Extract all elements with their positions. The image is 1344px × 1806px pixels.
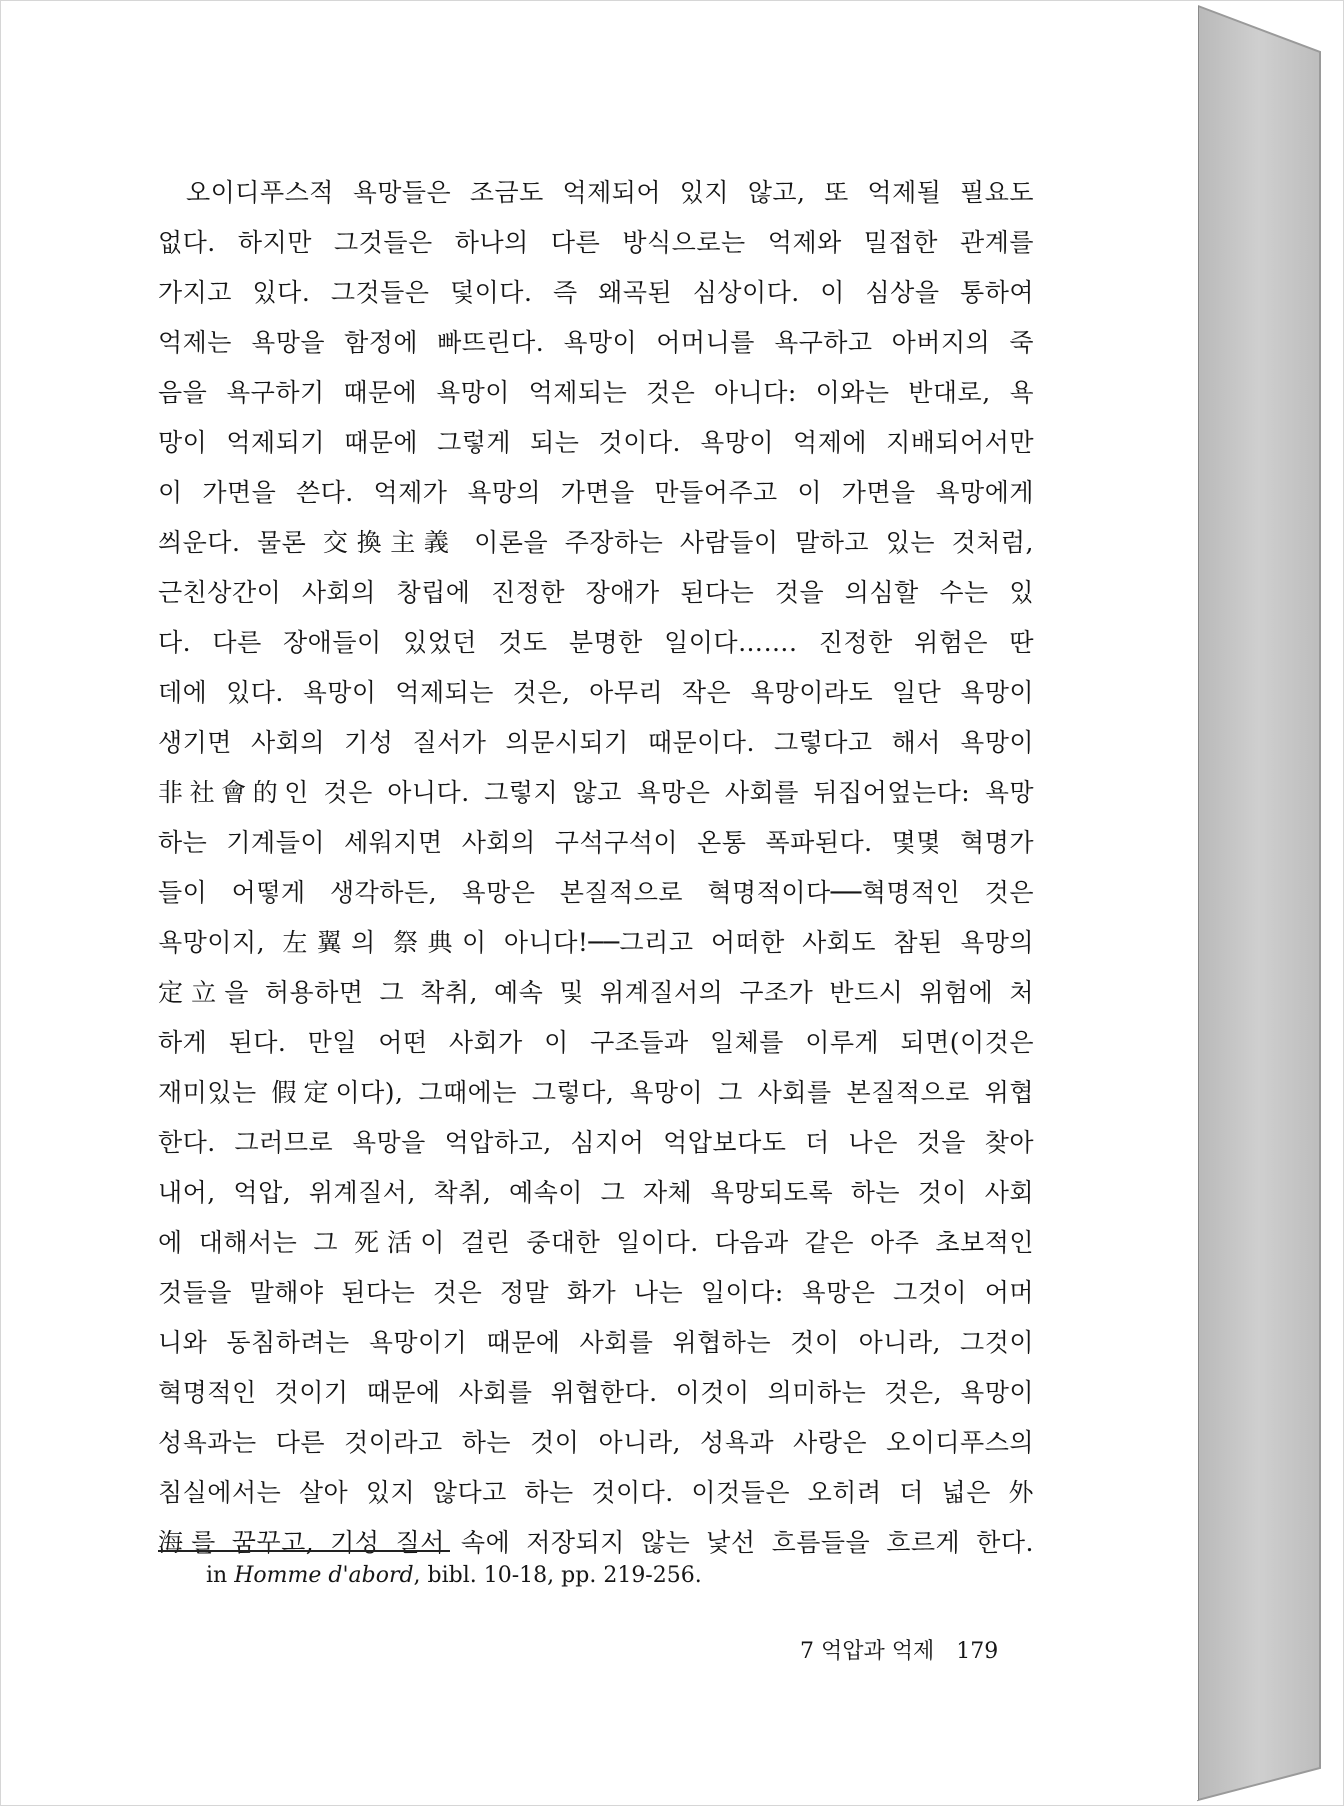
body-line: 혁명적인 것이기 때문에 사회를 위협한다. 이것이 의미하는 것은, 욕망이 (158, 1378, 1034, 1407)
body-line: 망이 억제되기 때문에 그렇게 되는 것이다. 욕망이 억제에 지배되어서만 (158, 428, 1034, 457)
body-line: 생기면 사회의 기성 질서가 의문시되기 때문이다. 그렇다고 해서 욕망이 (158, 728, 1034, 757)
body-line: 씌운다. 물론 交換主義 이론을 주장하는 사람들이 말하고 있는 것처럼, (158, 528, 1034, 557)
body-text (158, 168, 1034, 1568)
body-line: 오이디푸스적 욕망들은 조금도 억제되어 있지 않고, 또 억제될 필요도 (186, 178, 1034, 207)
footnote-rule (158, 1550, 450, 1552)
body-line: 한다. 그러므로 욕망을 억압하고, 심지어 억압보다도 더 나은 것을 찾아 (158, 1128, 1034, 1157)
body-line: 없다. 하지만 그것들은 하나의 다른 방식으로는 억제와 밀접한 관계를 (158, 228, 1034, 257)
body-line: 定立을 허용하면 그 착취, 예속 및 위계질서의 구조가 반드시 위험에 처 (158, 978, 1034, 1007)
body-line: 욕망이지, 左翼의 祭典이 아니다!──그리고 어떠한 사회도 참된 욕망의 (158, 928, 1034, 957)
body-line: 내어, 억압, 위계질서, 착취, 예속이 그 자체 욕망되도록 하는 것이 사회 (158, 1178, 1034, 1207)
body-line: 니와 동침하려는 욕망이기 때문에 사회를 위협하는 것이 아니라, 그것이 (158, 1328, 1034, 1357)
book-side-edge-shape (1198, 6, 1320, 1800)
body-line: 非社會的인 것은 아니다. 그렇지 않고 욕망은 사회를 뒤집어엎는다: 욕망 (158, 778, 1034, 807)
body-line: 이 가면을 쓴다. 억제가 욕망의 가면을 만들어주고 이 가면을 욕망에게 (158, 478, 1034, 507)
body-line: 하게 된다. 만일 어떤 사회가 이 구조들과 일체를 이루게 되면(이것은 (158, 1028, 1034, 1057)
body-line: 다. 다른 장애들이 있었던 것도 분명한 일이다……. 진정한 위험은 딴 (158, 628, 1034, 657)
body-line: 海를 꿈꾸고, 기성 질서 속에 저장되지 않는 낯선 흐름들을 흐르게 한다. (158, 1528, 1034, 1557)
body-line: 침실에서는 살아 있지 않다고 하는 것이다. 이것들은 오히려 더 넓은 外 (158, 1478, 1034, 1507)
chapter-title: 7 억압과 억제 (800, 1639, 935, 1664)
body-line: 하는 기계들이 세워지면 사회의 구석구석이 온통 폭파된다. 몇몇 혁명가 (158, 828, 1034, 857)
body-line: 성욕과는 다른 것이라고 하는 것이 아니라, 성욕과 사랑은 오이디푸스의 (158, 1428, 1034, 1457)
body-line: 억제는 욕망을 함정에 빠뜨린다. 욕망이 어머니를 욕구하고 아버지의 죽 (158, 328, 1034, 357)
body-line: 들이 어떻게 생각하든, 욕망은 본질적으로 혁명적이다──혁명적인 것은 (158, 878, 1034, 907)
footnote-title: Homme d'abord (234, 1563, 414, 1588)
footnote-suffix: , bibl. 10-18, pp. 219-256. (413, 1563, 702, 1588)
page-number: 179 (956, 1639, 999, 1664)
body-line: 데에 있다. 욕망이 억제되는 것은, 아무리 작은 욕망이라도 일단 욕망이 (158, 678, 1034, 707)
footnote (206, 1563, 702, 1588)
body-line: 에 대해서는 그 死活이 걸린 중대한 일이다. 다음과 같은 아주 초보적인 (158, 1228, 1034, 1257)
body-line: 것들을 말해야 된다는 것은 정말 화가 나는 일이다: 욕망은 그것이 어머 (158, 1278, 1034, 1307)
body-line: 음을 욕구하기 때문에 욕망이 억제되는 것은 아니다: 이와는 반대로, 욕 (158, 378, 1034, 407)
footnote-prefix: in (206, 1563, 235, 1588)
running-footer (800, 1634, 998, 1665)
body-line: 근친상간이 사회의 창립에 진정한 장애가 된다는 것을 의심할 수는 있 (158, 578, 1034, 607)
body-line: 가지고 있다. 그것들은 덫이다. 즉 왜곡된 심상이다. 이 심상을 통하여 (158, 278, 1034, 307)
body-line: 재미있는 假定이다), 그때에는 그렇다, 욕망이 그 사회를 본질적으로 위협 (158, 1078, 1034, 1107)
